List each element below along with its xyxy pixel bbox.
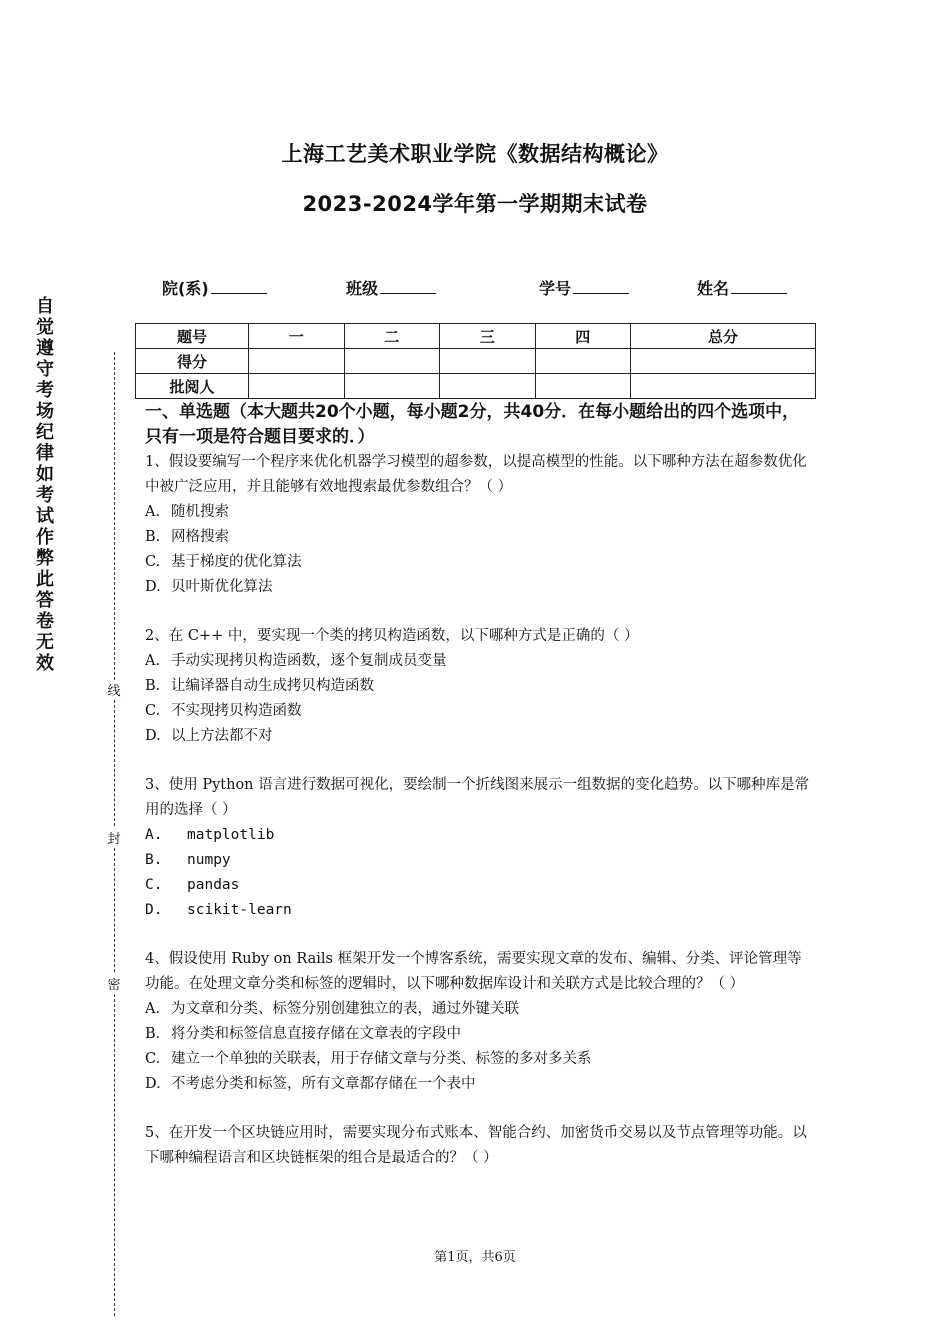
score-cell xyxy=(535,349,631,374)
spacer xyxy=(145,1097,815,1121)
option-text: 随机搜索 xyxy=(171,504,229,520)
score-table-row xyxy=(136,349,816,374)
question-text: 5、在开发一个区块链应用时，需要实现分布式账本、智能合约、加密货币交易以及节点管理等功能。以下哪种编程语言和区块链框架的组合是最适合的？（ ） xyxy=(145,1125,807,1166)
score-cell xyxy=(631,349,816,374)
option-label: A. xyxy=(145,827,163,843)
spacer xyxy=(145,923,815,947)
option-label: A. xyxy=(145,504,161,520)
score-cell xyxy=(440,374,536,399)
option xyxy=(145,699,815,724)
seal-char-mi: 密 xyxy=(106,974,122,993)
score-cell xyxy=(249,374,345,399)
option xyxy=(145,823,815,848)
option-text: scikit-learn xyxy=(187,902,292,918)
seal-line xyxy=(114,994,115,1316)
option xyxy=(145,1072,815,1097)
question-text: 2、在 C++ 中，要实现一个类的拷贝构造函数，以下哪种方式是正确的（ ） xyxy=(145,628,639,644)
option-text: 贝叶斯优化算法 xyxy=(171,579,273,595)
info-label: 姓名 xyxy=(697,279,730,298)
option-label: A. xyxy=(145,653,161,669)
option xyxy=(145,848,815,873)
option-text: numpy xyxy=(187,852,231,868)
option xyxy=(145,997,815,1022)
seal-char-xian: 线 xyxy=(106,680,122,699)
info-field-name xyxy=(697,276,787,299)
score-cell xyxy=(535,374,631,399)
info-field-class xyxy=(346,276,436,299)
exam-title-line1: 上海工艺美术职业学院《数据结构概论》 xyxy=(281,142,669,166)
option xyxy=(145,550,815,575)
option xyxy=(145,1022,815,1047)
option xyxy=(145,898,815,923)
option xyxy=(145,1047,815,1072)
score-header-cell: 三 xyxy=(440,324,536,349)
option-text: 为文章和分类、标签分别创建独立的表，通过外键关联 xyxy=(171,1001,519,1017)
option-text: 不实现拷贝构造函数 xyxy=(171,703,302,719)
option xyxy=(145,575,815,600)
option-label: B. xyxy=(145,678,161,694)
seal-line xyxy=(114,700,115,826)
score-table-header-row xyxy=(136,324,816,349)
option-text: pandas xyxy=(187,877,240,893)
score-header-cell: 二 xyxy=(344,324,440,349)
option-label: C. xyxy=(145,703,161,719)
info-label: 学号 xyxy=(539,279,572,298)
option-text: matplotlib xyxy=(187,827,275,843)
score-header-cell: 题号 xyxy=(136,324,249,349)
info-field-student-id xyxy=(539,276,629,299)
seal-line xyxy=(114,848,115,972)
option xyxy=(145,649,815,674)
option-text: 网格搜索 xyxy=(171,529,229,545)
option-text: 将分类和标签信息直接存储在文章表的字段中 xyxy=(171,1026,461,1042)
option-text: 基于梯度的优化算法 xyxy=(171,554,302,570)
option xyxy=(145,724,815,749)
option xyxy=(145,674,815,699)
exam-title-line2: 2023-2024学年第一学期期末试卷 xyxy=(302,192,648,216)
info-label: 班级 xyxy=(346,279,379,298)
option-text: 让编译器自动生成拷贝构造函数 xyxy=(171,678,374,694)
option-label: B. xyxy=(145,529,161,545)
score-cell xyxy=(631,374,816,399)
score-table xyxy=(135,323,816,399)
seal-line xyxy=(114,352,115,680)
question-text: 1、假设要编写一个程序来优化机器学习模型的超参数，以提高模型的性能。以下哪种方法在超参数优化中被广泛应用，并且能够有效地搜索最优参数组合？（ ） xyxy=(145,454,807,495)
info-blank xyxy=(211,279,267,294)
option-text: 不考虑分类和标签，所有文章都存储在一个表中 xyxy=(171,1076,476,1092)
side-warning: 自觉遵守考场纪律如考试作弊此答卷无效 xyxy=(36,296,54,674)
question-text: 3、使用 Python 语言进行数据可视化，要绘制一个折线图来展示一组数据的变化趋势。以下哪种库是常用的选择（ ） xyxy=(145,777,810,818)
spacer xyxy=(145,600,815,624)
score-table-row xyxy=(136,374,816,399)
option xyxy=(145,525,815,550)
spacer xyxy=(145,749,815,773)
section-heading: 一、单选题（本大题共20个小题，每小题2分，共40分．在每小题给出的四个选项中，只有一项是符合题目要求的．） xyxy=(145,402,800,447)
option-text: 以上方法都不对 xyxy=(171,728,273,744)
option-label: A. xyxy=(145,1001,161,1017)
score-header-cell: 总分 xyxy=(631,324,816,349)
score-header-cell: 四 xyxy=(535,324,631,349)
option-label: B. xyxy=(145,852,163,868)
score-cell xyxy=(344,349,440,374)
option-label: B. xyxy=(145,1026,161,1042)
info-blank xyxy=(573,279,629,294)
info-blank xyxy=(380,279,436,294)
option-label: C. xyxy=(145,554,161,570)
score-row-label: 得分 xyxy=(136,349,249,374)
option-label: D. xyxy=(145,728,161,744)
option-label: D. xyxy=(145,1076,161,1092)
score-header-cell: 一 xyxy=(249,324,345,349)
option xyxy=(145,500,815,525)
option-label: D. xyxy=(145,902,163,918)
score-cell xyxy=(249,349,345,374)
option-label: C. xyxy=(145,1051,161,1067)
score-row-label: 批阅人 xyxy=(136,374,249,399)
option-label: C. xyxy=(145,877,163,893)
option-text: 建立一个单独的关联表，用于存储文章与分类、标签的多对多关系 xyxy=(171,1051,592,1067)
score-cell xyxy=(344,374,440,399)
exam-content xyxy=(145,400,815,1171)
question-text: 4、假设使用 Ruby on Rails 框架开发一个博客系统，需要实现文章的发布、编辑、分类、评论管理等功能。在处理文章分类和标签的逻辑时，以下哪种数据库设计和关联方式是比较合理的？（ ） xyxy=(145,951,802,992)
page-footer: 第1页，共6页 xyxy=(434,1250,516,1265)
score-cell xyxy=(440,349,536,374)
info-field-department xyxy=(162,276,267,299)
option-text: 手动实现拷贝构造函数，逐个复制成员变量 xyxy=(171,653,447,669)
option xyxy=(145,873,815,898)
option-label: D. xyxy=(145,579,161,595)
seal-char-feng: 封 xyxy=(106,828,122,847)
info-label: 院(系) xyxy=(162,279,209,298)
info-blank xyxy=(731,279,787,294)
